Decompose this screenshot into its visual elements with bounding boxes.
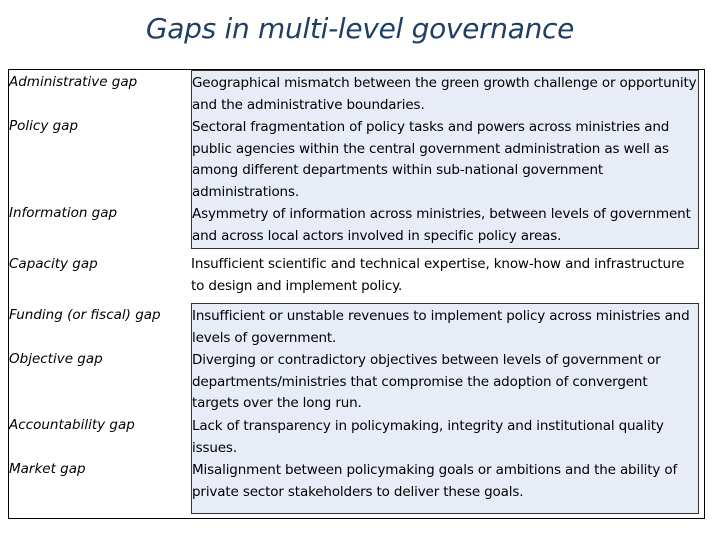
description-capacity xyxy=(191,254,699,300)
text-information-gap: Asymmetry of information across ministries, between levels of government and across local actors involved in specific policy areas. xyxy=(192,206,691,244)
description-block-bottom xyxy=(191,303,699,514)
text-objective-gap: Diverging or contradictory objectives between levels of government or departments/ministries that compromise the adoption of convergent targets over the long run. xyxy=(192,352,661,411)
text-funding-gap: Insufficient or unstable revenues to implement policy across ministries and levels of government. xyxy=(192,308,690,346)
label-accountability-gap: Accountability gap xyxy=(9,417,135,433)
text-administrative-gap: Geographical mismatch between the green growth challenge or opportunity and the administrative boundaries. xyxy=(192,75,697,113)
label-policy-gap: Policy gap xyxy=(9,118,79,134)
text-policy-gap: Sectoral fragmentation of policy tasks and powers across ministries and public agencies within the central government administration as well as among different departments within sub-national government administrations. xyxy=(192,119,670,200)
slide-title: Gaps in multi-level governance xyxy=(145,12,575,45)
label-objective-gap: Objective gap xyxy=(9,351,103,367)
label-funding-gap: Funding (or fiscal) gap xyxy=(9,307,161,323)
label-administrative-gap: Administrative gap xyxy=(9,74,138,90)
gaps-table xyxy=(8,69,705,519)
label-market-gap: Market gap xyxy=(9,461,86,477)
text-capacity-gap: Insufficient scientific and technical expertise, know-how and infrastructure to design and implement policy. xyxy=(191,256,685,294)
label-information-gap: Information gap xyxy=(9,205,118,221)
text-market-gap: Misalignment between policymaking goals or ambitions and the ability of private sector stakeholders to deliver these goals. xyxy=(192,462,678,500)
description-block-top xyxy=(191,70,699,249)
label-capacity-gap: Capacity gap xyxy=(9,256,98,272)
text-accountability-gap: Lack of transparency in policymaking, integrity and institutional quality issues. xyxy=(192,418,664,456)
